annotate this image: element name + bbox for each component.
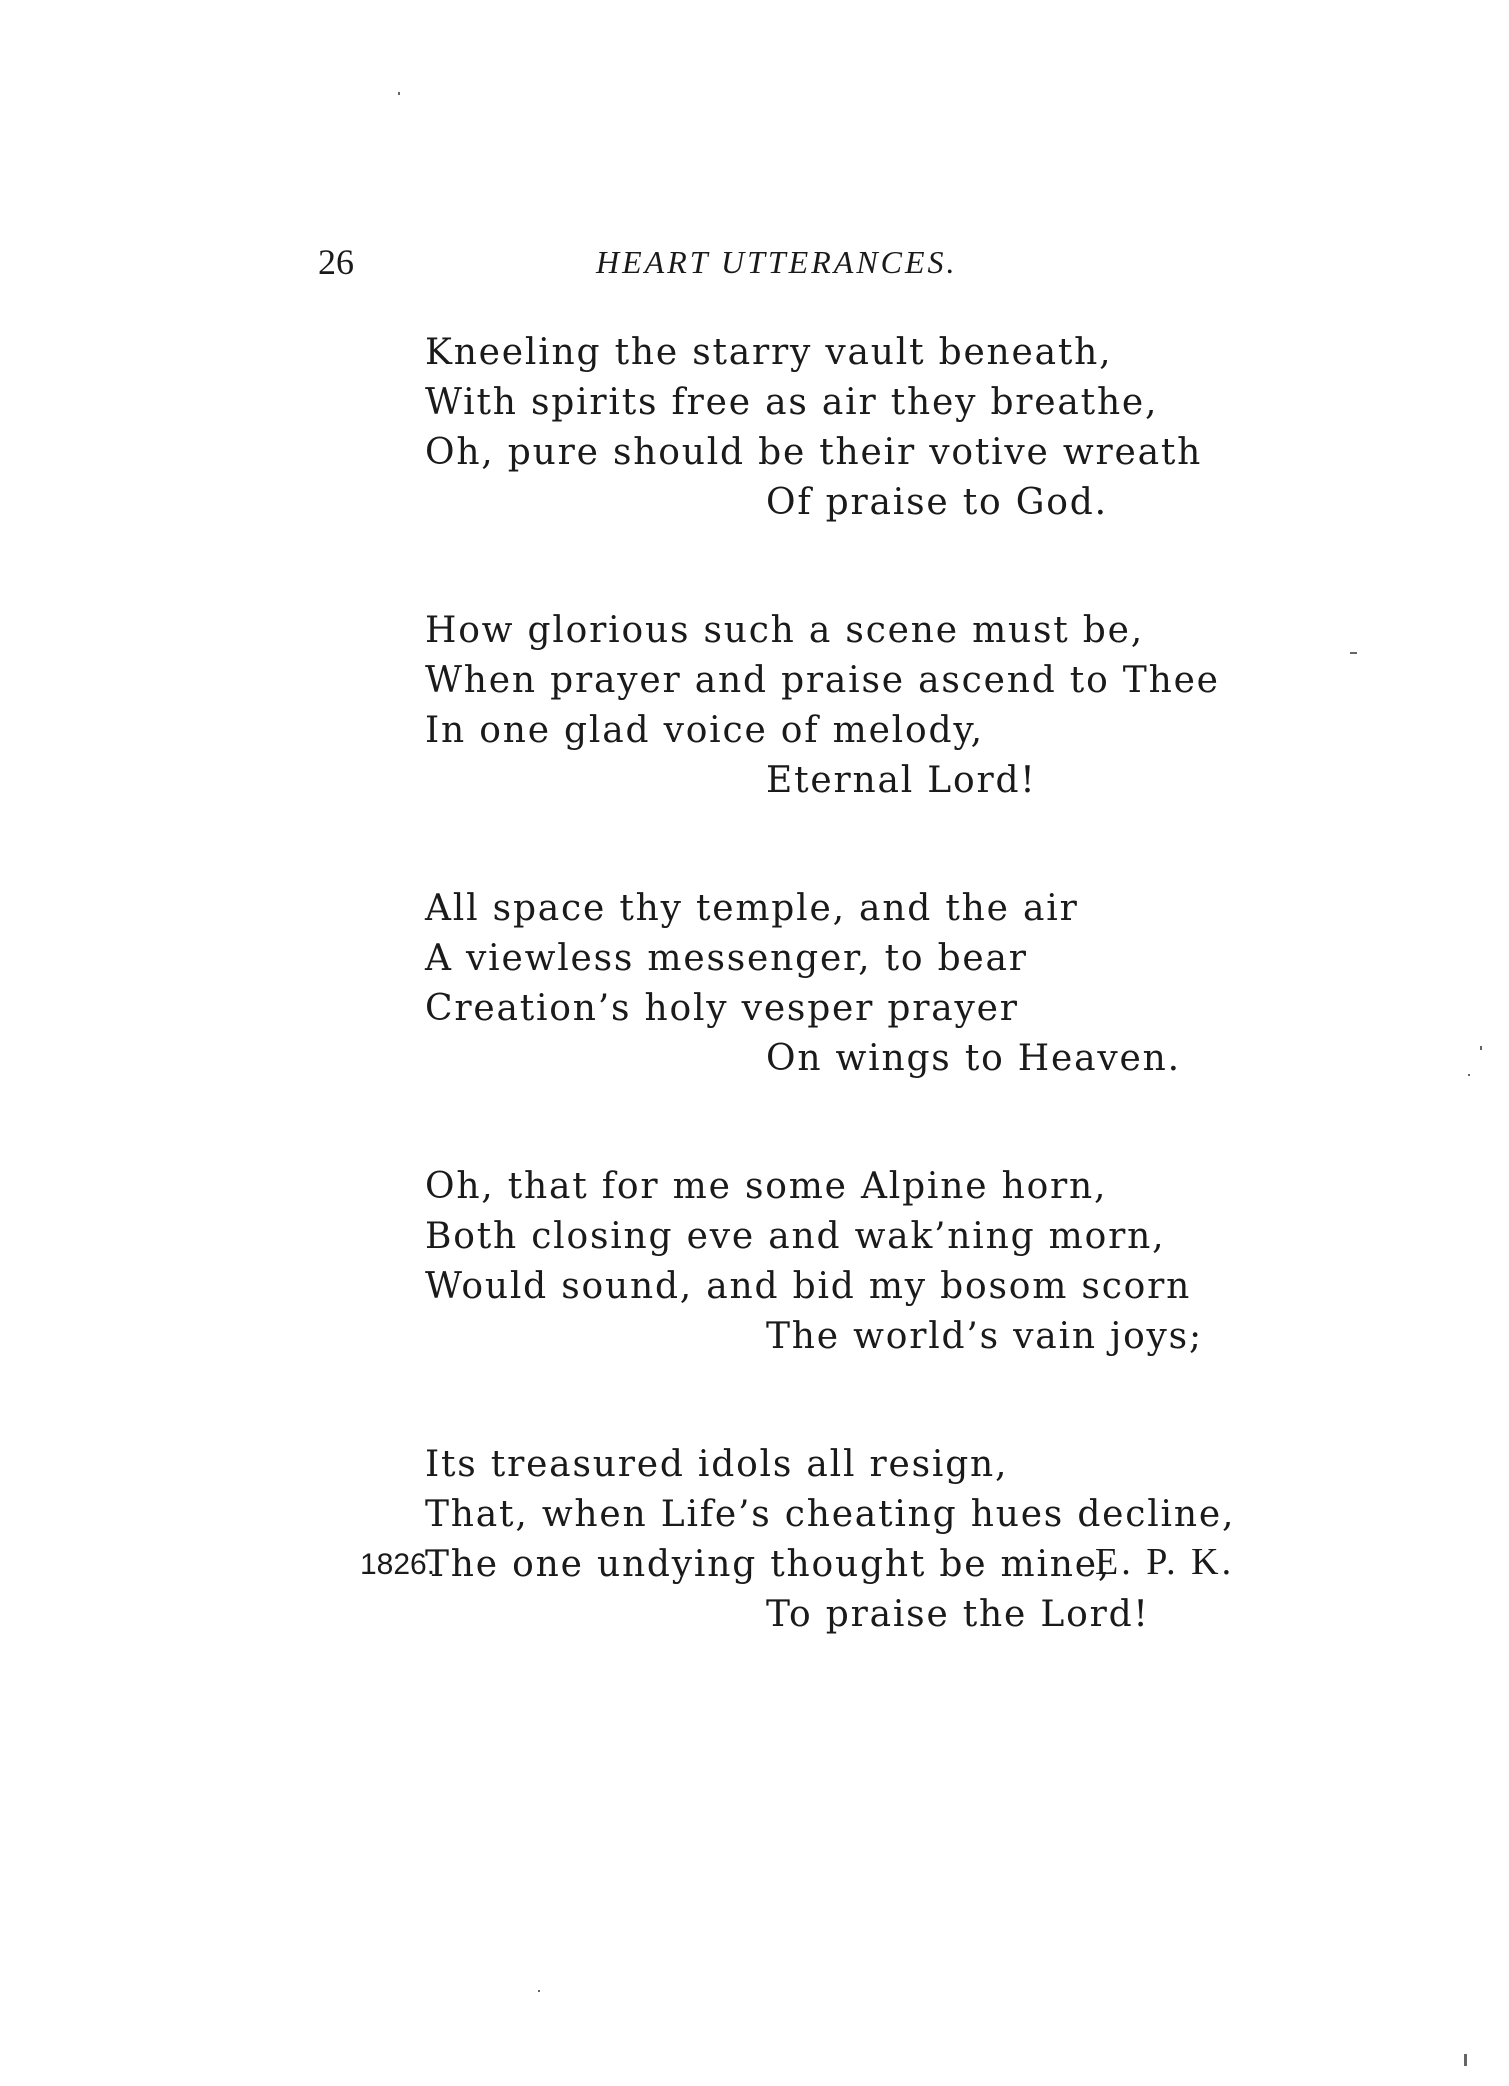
poem xyxy=(425,328,1425,1718)
page-number: 26 xyxy=(318,242,354,282)
poem-refrain: To praise the Lord! xyxy=(766,1594,1150,1635)
poem-line: Would sound, and bid my bosom scorn xyxy=(425,1266,1192,1307)
scan-speck xyxy=(1480,1046,1482,1050)
stanza-1 xyxy=(425,328,1425,528)
scan-speck xyxy=(538,1990,540,1992)
poem-refrain: The world’s vain joys; xyxy=(766,1316,1203,1357)
author-initials: E. P. K. xyxy=(1095,1541,1235,1583)
poem-line: How glorious such a scene must be, xyxy=(425,610,1144,651)
poem-line: Creation’s holy vesper prayer xyxy=(425,988,1019,1029)
poem-line: Both closing eve and wak’ning morn, xyxy=(425,1216,1166,1257)
stanza-4 xyxy=(425,1162,1425,1362)
poem-line: The one undying thought be mine, xyxy=(425,1544,1112,1585)
poem-line: Its treasured idols all resign, xyxy=(425,1444,1009,1485)
poem-line: Oh, that for me some Alpine horn, xyxy=(425,1166,1108,1207)
poem-line: In one glad voice of melody, xyxy=(425,710,984,751)
scan-speck xyxy=(1350,652,1357,654)
poem-line: Kneeling the starry vault beneath, xyxy=(425,332,1113,373)
stanza-3 xyxy=(425,884,1425,1084)
running-title: HEART UTTERANCES. xyxy=(596,244,958,280)
poem-date: 1826. xyxy=(360,1548,436,1581)
stanza-2 xyxy=(425,606,1425,806)
stanza-5 xyxy=(425,1440,1425,1640)
poem-line: Oh, pure should be their votive wreath xyxy=(425,432,1203,473)
poem-refrain: Of praise to God. xyxy=(766,482,1108,523)
poem-line: A viewless messenger, to bear xyxy=(425,938,1028,979)
scan-speck xyxy=(398,92,400,95)
scan-speck xyxy=(1464,2054,1467,2066)
poem-line: That, when Life’s cheating hues decline, xyxy=(425,1494,1236,1535)
poem-line: All space thy temple, and the air xyxy=(425,888,1079,929)
poem-refrain: On wings to Heaven. xyxy=(766,1038,1181,1079)
poem-line: With spirits free as air they breathe, xyxy=(425,382,1159,423)
poem-line: When prayer and praise ascend to Thee xyxy=(425,660,1220,701)
poem-refrain: Eternal Lord! xyxy=(766,760,1037,801)
scan-speck xyxy=(1468,1074,1470,1076)
